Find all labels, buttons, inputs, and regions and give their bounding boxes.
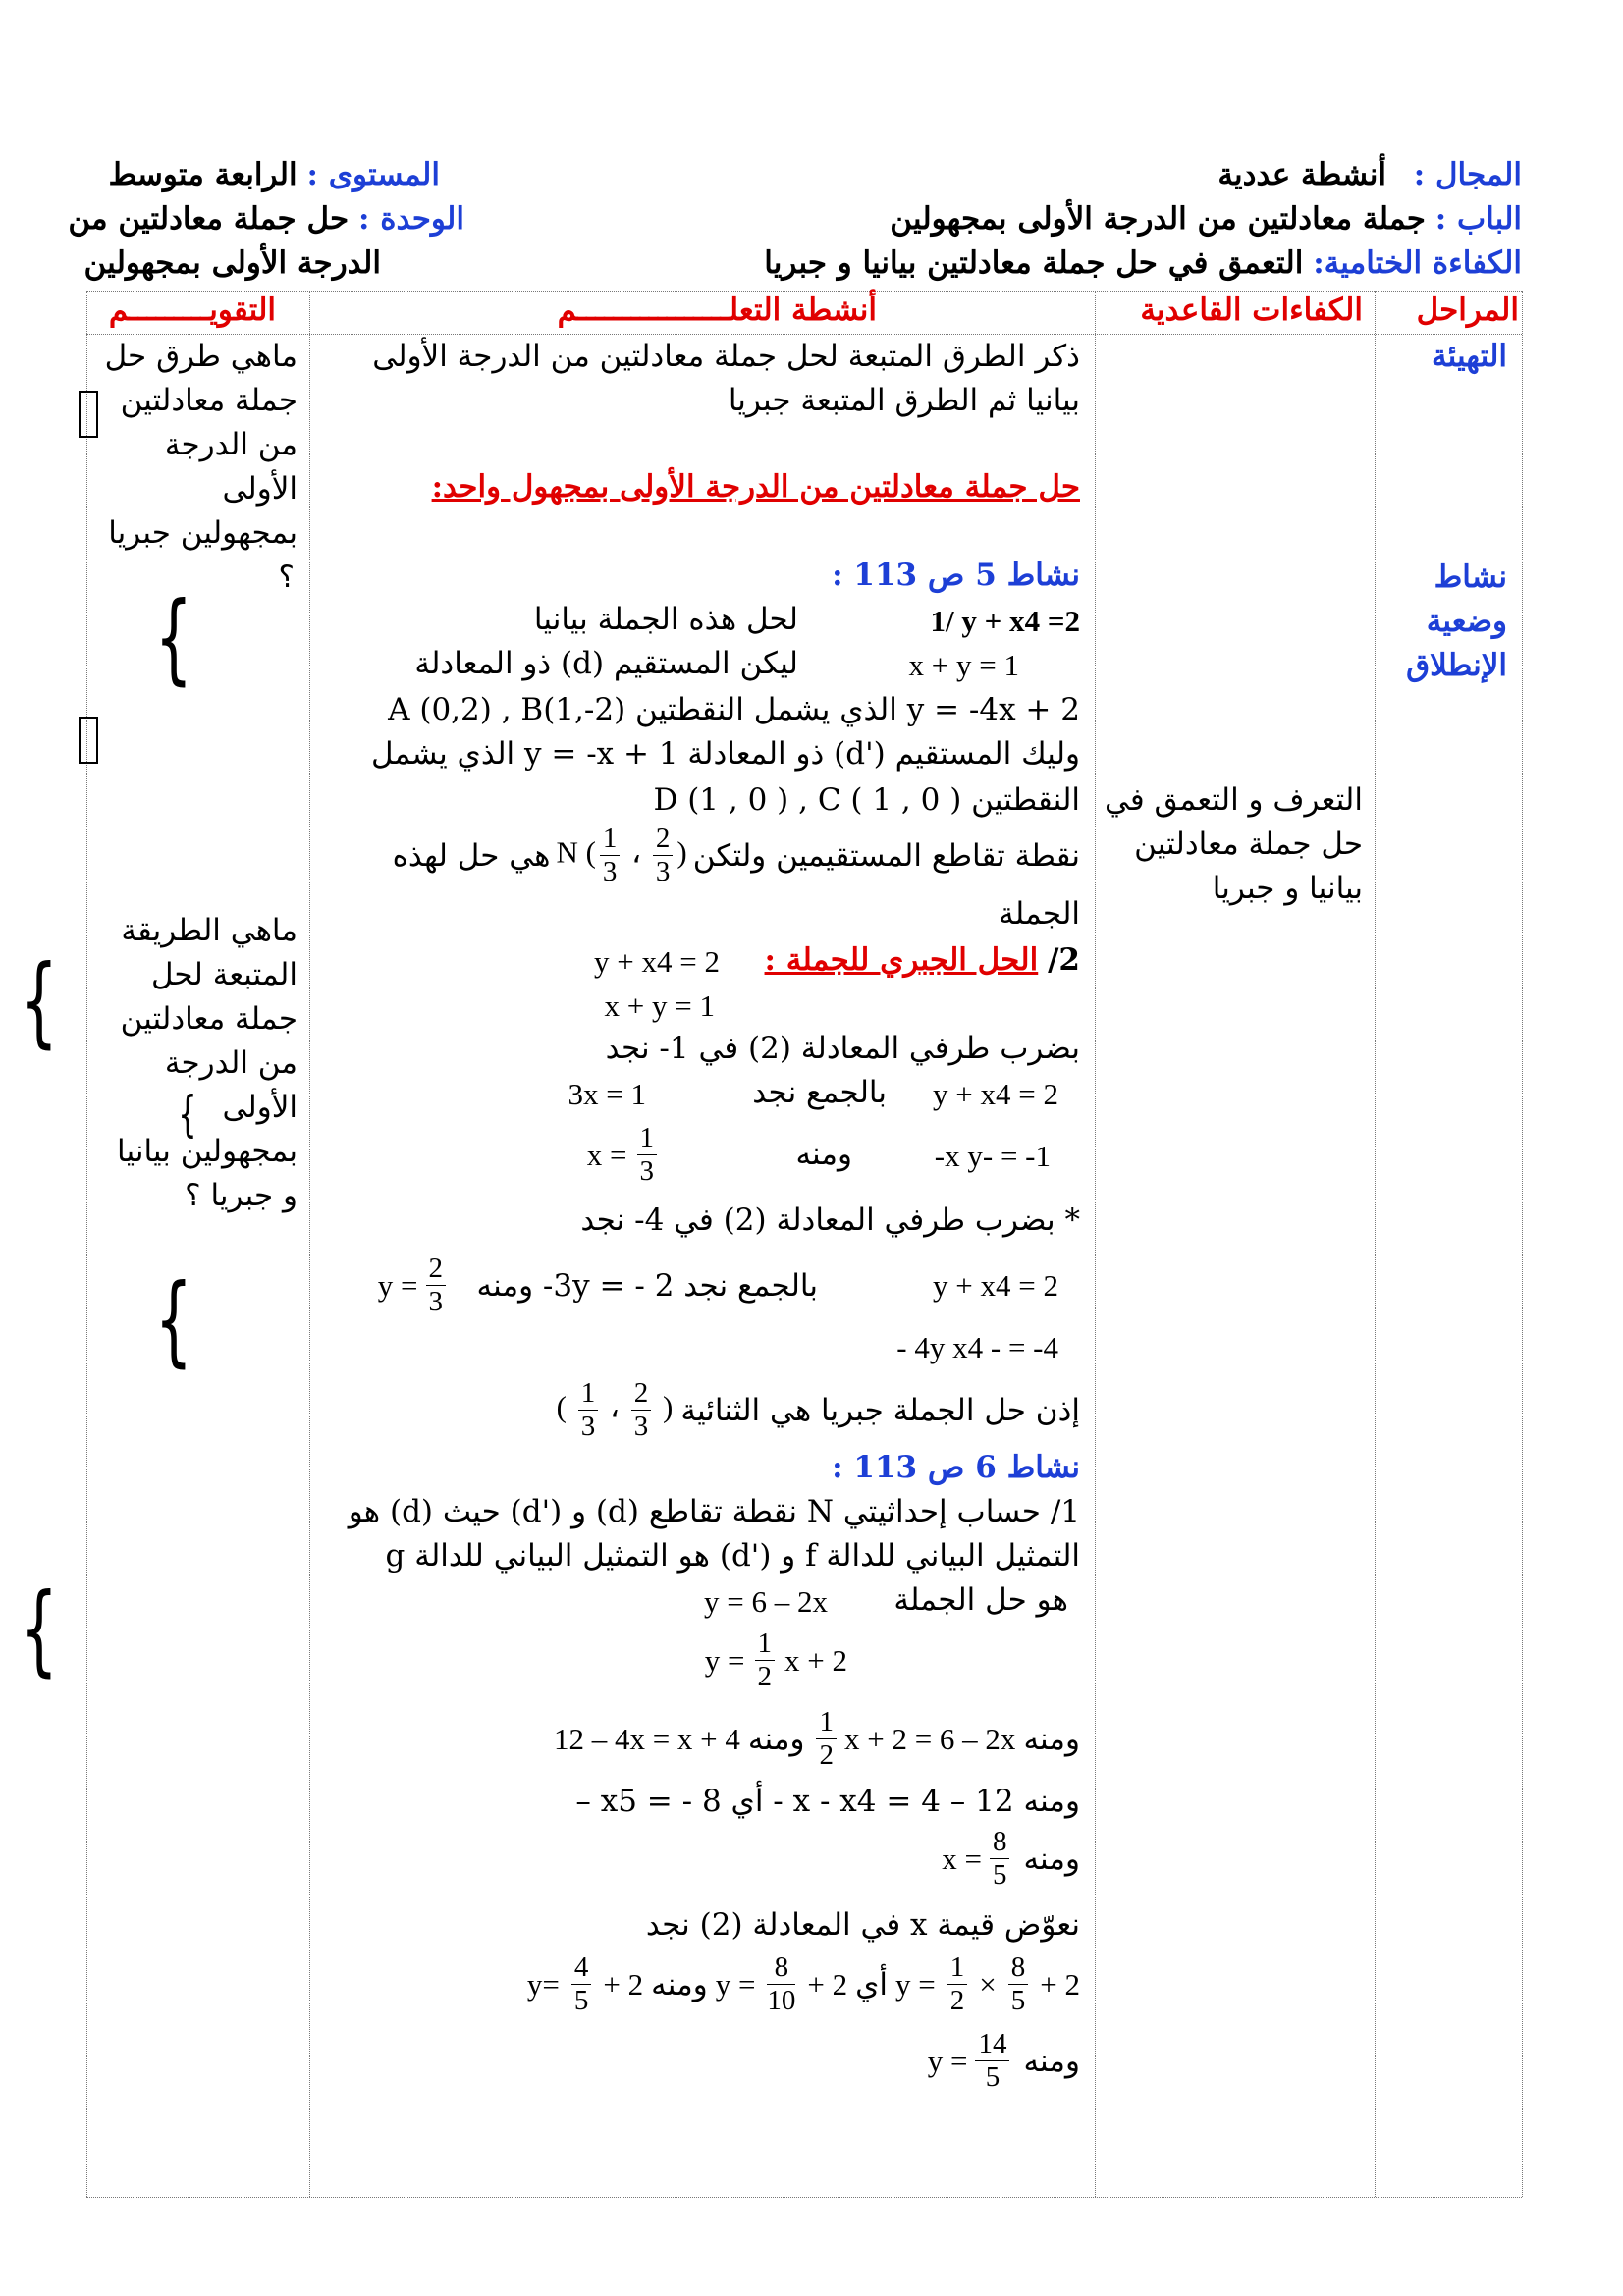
fraction-8-5: $\frac{8}{5}$ bbox=[990, 1828, 1010, 1890]
a5-eq2: x + y = 1 bbox=[908, 648, 1019, 682]
a5-line-5: النقطتين D (1 , 0 ) , C ( 1 , 0 ) bbox=[653, 782, 1080, 818]
competency-row bbox=[764, 245, 1522, 281]
intro-line-2: بيانيا ثم الطرق المتبعة جبريا bbox=[728, 383, 1080, 418]
activity-5-title: نشاط 5 ص 113 : bbox=[832, 558, 1080, 593]
fraction-8-5: $\frac{8}{5}$ bbox=[1008, 1953, 1029, 2015]
stage-launch-3: الإنطلاق bbox=[1406, 648, 1507, 683]
a5-alg-eq6: - 4y x4 - = -4 bbox=[896, 1330, 1058, 1364]
fraction-1-2: $\frac{1}{2}$ bbox=[755, 1629, 776, 1691]
fraction-1-3: $\frac{1}{3}$ bbox=[637, 1124, 658, 1186]
domain-row bbox=[1217, 157, 1522, 192]
a5-alg-eq3: y + x4 = 2 bbox=[933, 1077, 1058, 1111]
eval-q1-l3: من الدرجة bbox=[164, 427, 298, 462]
a5-line-4: وليك المستقيم ('d) ذو المعادلة y = -x + 1 الذي يشمل bbox=[371, 736, 1080, 772]
a5-point-name: N bbox=[556, 834, 578, 870]
eval-q2-l5: الأولى bbox=[222, 1090, 298, 1125]
a5-text-1: لحل هذه الجملة بيانيا bbox=[533, 602, 798, 637]
domain-label: المجال : bbox=[1413, 157, 1522, 192]
a5-solution-line: إذن حل الجملة جبريا هي الثنائية ( $\frac{1}{3}$ ، $\frac{2}{3}$ ) bbox=[556, 1377, 1080, 1442]
stage-warmup: التهيئة bbox=[1431, 339, 1507, 374]
fraction-2-3: $\frac{2}{3}$ bbox=[426, 1255, 447, 1316]
stage-launch-1: نشاط bbox=[1434, 560, 1507, 595]
a6-line-3: ومنه $\frac{1}{2}$ x + 2 = 6 – 2x ومنه 12 – 4x = x + 4 bbox=[553, 1706, 1080, 1771]
a5-alg-eq2: x + y = 1 bbox=[604, 988, 715, 1023]
col-stages: المراحل bbox=[1416, 293, 1519, 328]
eval-q1-l5: بمجهولين جبريا bbox=[108, 515, 298, 551]
a5-alg-eq5: y + x4 = 2 bbox=[933, 1268, 1058, 1303]
intro-line-1: ذكر الطرق المتبعة لحل جملة معادلتين من الدرجة الأولى bbox=[372, 339, 1080, 374]
eval-q1-l2: جملة معادلتين bbox=[120, 383, 298, 418]
level-row bbox=[108, 157, 440, 192]
competency-line-1: التعرف و التعمق في bbox=[1105, 782, 1363, 818]
eval-q2-l6: بمجهولين بيانيا bbox=[117, 1134, 298, 1169]
col-activities: أنشطة التعلـــــــــــــــــم bbox=[557, 293, 877, 328]
a5-alg-text-4: * بضرب طرفي المعادلة (2) في 4- نجد bbox=[580, 1202, 1080, 1238]
competency-value: التعمق في حل جملة معادلتين بيانيا و جبريا bbox=[764, 245, 1304, 281]
stage-launch-2: وضعية bbox=[1426, 604, 1507, 639]
fraction-2-3: $\frac{2}{3}$ bbox=[653, 825, 674, 886]
eval-q2-l4: من الدرجة bbox=[164, 1045, 298, 1081]
domain-value: أنشطة عددية bbox=[1217, 157, 1386, 192]
brace-decoration: { bbox=[20, 1572, 58, 1686]
fraction-1-2: $\frac{1}{2}$ bbox=[947, 1953, 968, 2015]
brace-decoration: { bbox=[154, 1262, 192, 1377]
placeholder-box bbox=[79, 717, 98, 764]
a6-eq1: y = 6 – 2x bbox=[704, 1584, 828, 1619]
chapter-row bbox=[890, 201, 1522, 237]
eval-q2-l7: و جبريا ؟ bbox=[185, 1178, 298, 1213]
a5-line-6 bbox=[393, 825, 1080, 886]
competency-line-3: بيانيا و جبريا bbox=[1212, 871, 1363, 906]
unit-label: الوحدة : bbox=[358, 201, 464, 237]
eval-q2-l2: المتبعة لحل bbox=[150, 957, 298, 992]
a5-alg-text-1: بضرب طرفي المعادلة (2) في 1- نجد bbox=[605, 1031, 1080, 1066]
fraction-1-3: $\frac{1}{3}$ bbox=[600, 825, 621, 886]
a6-line-7: y= $\frac{4}{5}$ + 2 ومنه y = $\frac{8}{10}$ + 2 أي y = $\frac{1}{2}$ × $\frac{8}{5}$ + 2 bbox=[526, 1951, 1080, 2016]
level-value: الرابعة متوسط bbox=[108, 157, 298, 192]
a6-eq2: y = $\frac{1}{2}$ x + 2 bbox=[704, 1628, 847, 1692]
col-evaluation: التقويـــــــــم bbox=[108, 293, 276, 328]
a5-alg-eq4: -x y- = -1 bbox=[934, 1139, 1051, 1173]
a5-alg-eq1: y + x4 = 2 bbox=[594, 944, 720, 979]
section-title: حل جملة معادلتين من الدرجة الأولى بمجهول واحد: bbox=[431, 469, 1080, 505]
eval-q1-l4: الأولى bbox=[222, 471, 298, 507]
a5-alg-text-3: ومنه bbox=[795, 1137, 852, 1172]
unit-value-1: حل جملة معادلتين من bbox=[68, 201, 350, 237]
eval-q2-l3: جملة معادلتين bbox=[120, 1001, 298, 1037]
unit-row bbox=[68, 201, 464, 237]
a6-line-4: ومنه 12 – 4 = x - x4 - أي 8 - = x5 – bbox=[575, 1784, 1080, 1819]
fraction-2-3: $\frac{2}{3}$ bbox=[631, 1379, 652, 1441]
a5-alg-text-2: بالجمع نجد bbox=[752, 1075, 887, 1110]
a5-line-6-b: هي حل لهذه bbox=[392, 837, 551, 874]
a5-solution-pair: ( $\frac{1}{3}$ ، $\frac{2}{3}$ ) bbox=[556, 1377, 674, 1442]
chapter-label: الباب : bbox=[1434, 201, 1522, 237]
eval-q1-l1: ماهي طرق حل bbox=[104, 339, 298, 374]
a6-line-2: التمثيل البياني للدالة f و ('d) هو التمثيل البياني للدالة g bbox=[385, 1538, 1080, 1574]
fraction-14-5: $\frac{14}{5}$ bbox=[975, 2030, 1009, 2092]
chapter-value: جملة معادلتين من الدرجة الأولى بمجهولين bbox=[890, 201, 1426, 237]
brace-decoration: { bbox=[178, 1086, 197, 1143]
a6-line-6: نعوّض قيمة x في المعادلة (2) نجد bbox=[645, 1907, 1080, 1943]
a5-line-3: y = -4x + 2 الذي يشمل النقطتين A (0,2) , B(1,-2) bbox=[388, 692, 1080, 727]
a5-alg-title: الحل الجبري للجملة : bbox=[764, 942, 1039, 978]
unit-value-2: الدرجة الأولى بمجهولين bbox=[83, 245, 381, 281]
competency-line-2: حل جملة معادلتين bbox=[1134, 827, 1363, 862]
a5-text-2: ليكن المستقيم (d) ذو المعادلة bbox=[414, 646, 798, 681]
a5-eq1: 1/ y + x4 =2 bbox=[930, 604, 1080, 638]
activity-6-title: نشاط 6 ص 113 : bbox=[832, 1450, 1080, 1485]
a6-line-1: 1/ حساب إحداثيتي N نقطة تقاطع (d) و ('d) حيث (d) هو bbox=[348, 1494, 1080, 1529]
fraction-1-2: $\frac{1}{2}$ bbox=[816, 1708, 837, 1770]
brace-decoration: { bbox=[154, 580, 192, 695]
col-base-competencies: الكفاءات القاعدية bbox=[1140, 293, 1363, 328]
a5-alg-eq3-result: 3x = 1 bbox=[568, 1077, 646, 1111]
eval-q2-l1: ماهي الطريقة bbox=[121, 913, 298, 948]
fraction-4-5: $\frac{4}{5}$ bbox=[571, 1953, 592, 2015]
a5-line-7: الجملة bbox=[999, 896, 1080, 932]
a6-line-5: ومنه x = $\frac{8}{5}$ bbox=[942, 1826, 1080, 1891]
a5-alg-number: 2/ bbox=[1048, 942, 1080, 978]
a5-alg-y-result: y = $\frac{2}{3}$ bbox=[378, 1255, 450, 1316]
eval-q1-l6: ؟ bbox=[278, 560, 295, 595]
a6-line-8: ومنه y = $\frac{14}{5}$ bbox=[927, 2028, 1080, 2093]
competency-label: الكفاءة الختامية: bbox=[1313, 245, 1522, 281]
a5-line-6-a: نقطة تقاطع المستقيمين ولتكن bbox=[692, 837, 1080, 874]
a5-alg-text-5: بالجمع نجد 2 - = 3y- ومنه bbox=[476, 1268, 818, 1304]
a6-text-1: هو حل الجملة bbox=[893, 1582, 1068, 1618]
a5-point-coords: N ( $\frac{1}{3}$ ، $\frac{2}{3}$ ) bbox=[556, 823, 687, 887]
a5-algebraic-heading bbox=[765, 942, 1080, 978]
fraction-1-3: $\frac{1}{3}$ bbox=[578, 1379, 599, 1441]
level-label: المستوى : bbox=[306, 157, 440, 192]
a5-alg-x-result: x = $\frac{1}{3}$ bbox=[587, 1124, 661, 1186]
placeholder-box bbox=[79, 391, 98, 438]
fraction-8-10: $\frac{8}{10}$ bbox=[767, 1951, 796, 2016]
brace-decoration: { bbox=[20, 943, 58, 1058]
